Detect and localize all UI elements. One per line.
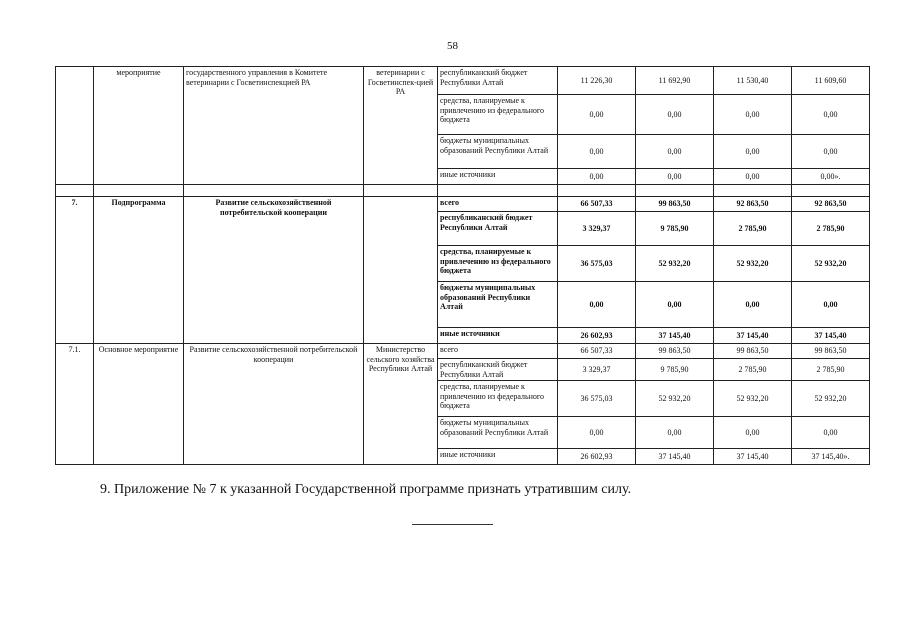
amount-cell: 0,00 [558,95,636,135]
amount-cell: 9 785,90 [636,359,714,381]
row-number-cell: 7. [56,197,94,344]
amount-cell: 9 785,90 [636,212,714,246]
spacer-cell [792,185,870,197]
amount-cell: 52 932,20 [714,381,792,417]
amount-cell: 0,00 [558,417,636,449]
spacer-cell [364,185,438,197]
table-row [56,67,870,95]
spacer-cell [714,185,792,197]
amount-cell: 0,00 [714,282,792,328]
amount-cell: 52 932,20 [636,381,714,417]
amount-cell: 52 932,20 [792,381,870,417]
page-number: 58 [447,40,458,52]
amount-cell: 2 785,90 [792,359,870,381]
item-type-cell: Основное мероприятие [94,344,184,465]
funding-source-cell: иные источники [438,169,558,185]
spacer-cell [558,185,636,197]
amount-cell: 11 226,30 [558,67,636,95]
funding-source-cell: бюджеты муниципальных образований Республики Алтай [438,135,558,169]
amount-cell: 92 863,50 [792,197,870,212]
funding-source-cell: всего [438,197,558,212]
amount-cell: 2 785,90 [714,212,792,246]
item-name-cell: государственного управления в Комитете ветеринарии с Госветинспекцией РА [184,67,364,185]
executor-cell: Министерство сельского хозяйства Республики Алтай [364,344,438,465]
amount-cell: 0,00 [714,135,792,169]
funding-source-cell: иные источники [438,328,558,344]
amount-cell: 0,00». [792,169,870,185]
amount-cell: 2 785,90 [792,212,870,246]
item-type-cell: Подпрограмма [94,197,184,344]
executor-cell [364,197,438,344]
amount-cell: 37 145,40 [636,328,714,344]
amount-cell: 0,00 [714,95,792,135]
amount-cell: 52 932,20 [714,246,792,282]
amount-cell: 37 145,40 [714,449,792,465]
amount-cell: 0,00 [636,282,714,328]
amount-cell: 66 507,33 [558,344,636,359]
spacer-cell [94,185,184,197]
amount-cell: 0,00 [558,135,636,169]
funding-source-cell: иные источники [438,449,558,465]
funding-source-cell: всего [438,344,558,359]
budget-table [55,66,870,465]
amount-cell: 26 602,93 [558,328,636,344]
end-divider [412,524,493,525]
amount-cell: 0,00 [714,417,792,449]
amount-cell: 26 602,93 [558,449,636,465]
amount-cell: 52 932,20 [792,246,870,282]
row-number-cell [56,67,94,185]
amount-cell: 0,00 [792,417,870,449]
amount-cell: 37 145,40 [714,328,792,344]
amount-cell: 99 863,50 [714,344,792,359]
item-type-cell: мероприятие [94,67,184,185]
funding-source-cell: бюджеты муниципальных образований Республики Алтай [438,417,558,449]
amount-cell: 0,00 [636,135,714,169]
amount-cell: 0,00 [558,282,636,328]
closing-paragraph: 9. Приложение № 7 к указанной Государственной программе признать утратившим силу. [100,482,632,497]
amount-cell: 36 575,03 [558,246,636,282]
funding-source-cell: республиканский бюджет Республики Алтай [438,67,558,95]
executor-cell: ветеринарии с Госветинспек-цией РА [364,67,438,185]
table-row [56,197,870,212]
amount-cell: 0,00 [558,169,636,185]
amount-cell: 0,00 [636,169,714,185]
amount-cell: 52 932,20 [636,246,714,282]
amount-cell: 0,00 [636,417,714,449]
table-spacer-row [56,185,870,197]
amount-cell: 99 863,50 [636,344,714,359]
amount-cell: 37 145,40 [792,328,870,344]
amount-cell: 66 507,33 [558,197,636,212]
amount-cell: 92 863,50 [714,197,792,212]
amount-cell: 37 145,40 [636,449,714,465]
item-name-cell: Развитие сельскохозяйственной потребительской кооперации [184,344,364,465]
spacer-cell [636,185,714,197]
amount-cell: 36 575,03 [558,381,636,417]
item-name-cell: Развитие сельскохозяйственной потребительской кооперации [184,197,364,344]
amount-cell: 3 329,37 [558,212,636,246]
amount-cell: 99 863,50 [636,197,714,212]
amount-cell: 0,00 [792,282,870,328]
amount-cell: 11 692,90 [636,67,714,95]
amount-cell: 37 145,40». [792,449,870,465]
amount-cell: 0,00 [792,95,870,135]
amount-cell: 11 530,40 [714,67,792,95]
amount-cell: 3 329,37 [558,359,636,381]
amount-cell: 11 609,60 [792,67,870,95]
funding-source-cell: республиканский бюджет Республики Алтай [438,212,558,246]
spacer-cell [56,185,94,197]
spacer-cell [438,185,558,197]
amount-cell: 0,00 [714,169,792,185]
funding-source-cell: республиканский бюджет Республики Алтай [438,359,558,381]
spacer-cell [184,185,364,197]
funding-source-cell: бюджеты муниципальных образований Республики Алтай [438,282,558,328]
table-row [56,344,870,359]
row-number-cell: 7.1. [56,344,94,465]
funding-source-cell: средства, планируемые к привлечению из федерального бюджета [438,246,558,282]
funding-source-cell: средства, планируемые к привлечению из федерального бюджета [438,381,558,417]
amount-cell: 0,00 [636,95,714,135]
amount-cell: 99 863,50 [792,344,870,359]
funding-source-cell: средства, планируемые к привлечению из федерального бюджета [438,95,558,135]
amount-cell: 2 785,90 [714,359,792,381]
amount-cell: 0,00 [792,135,870,169]
